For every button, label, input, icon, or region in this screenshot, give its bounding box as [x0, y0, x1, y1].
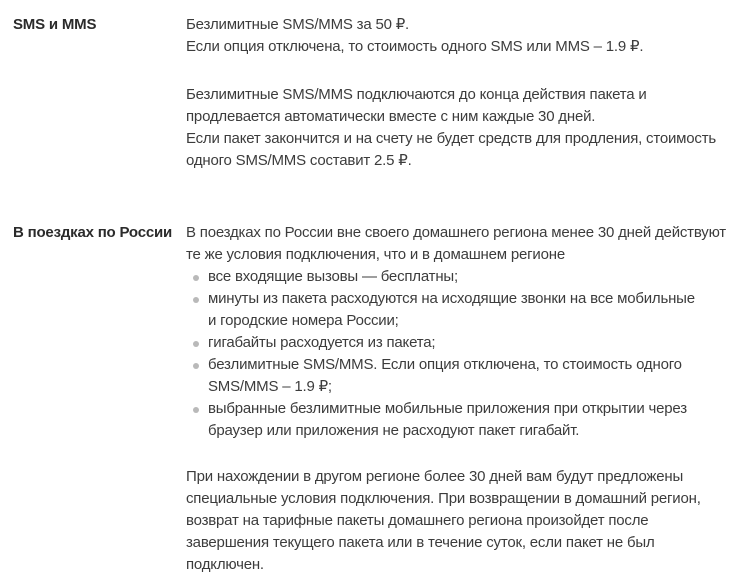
- section-heading-sms-mms: SMS и MMS: [13, 16, 97, 33]
- bullet-dot-icon: [193, 341, 199, 347]
- bullet-dot-icon: [193, 407, 199, 413]
- bullet-dot-icon: [193, 363, 199, 369]
- bullet-text-gigabytes: гигабайты расходуется из пакета;: [208, 334, 436, 351]
- paragraph-sms-renewal: Безлимитные SMS/MMS подключаются до конца действия пакета и продлевается автоматически вместе с ним каждые 30 дней. Если пакет закончится и на счету не будет средств для продления, стоимость одного SMS/MMS составит 2.5 ₽.: [186, 86, 717, 169]
- section-travel-russia: [13, 222, 733, 576]
- bullet-item: [186, 266, 733, 288]
- bullet-text-incoming-calls: все входящие вызовы — бесплатны;: [208, 268, 458, 285]
- section-sms-mms: [13, 14, 733, 172]
- section-content-sms-mms: [186, 14, 733, 172]
- bullet-dot-icon: [193, 275, 199, 281]
- section-heading-travel-russia: В поездках по России: [13, 224, 173, 241]
- bullet-list: [186, 266, 733, 442]
- bullet-item: [186, 398, 733, 442]
- bullet-text-package-minutes: минуты из пакета расходуются на исходящие звонки на все мобильные и городские номера России;: [208, 290, 695, 329]
- bullet-text-unlimited-sms: безлимитные SMS/MMS. Если опция отключена, то стоимость одного SMS/MMS – 1.9 ₽;: [208, 356, 682, 395]
- outro-paragraph: При нахождении в другом регионе более 30 дней вам будут предложены специальные условия подключения. При возвращении в домашний регион, возврат на тарифные пакеты домашнего региона произойдет после завершения текущего пакета или в течение суток, если пакет не был подключен.: [186, 468, 701, 573]
- bullet-item: [186, 354, 733, 398]
- bullet-dot-icon: [193, 297, 199, 303]
- bullet-item: [186, 288, 733, 332]
- intro-paragraph: В поездках по России вне своего домашнего региона менее 30 дней действуют те же условия подключения, что и в домашнем регионе: [186, 224, 726, 263]
- bullet-text-unlimited-apps: выбранные безлимитные мобильные приложения при открытии через браузер или приложения не расходуют пакет гигабайт.: [208, 400, 687, 439]
- bullet-item: [186, 332, 733, 354]
- paragraph-sms-price: Безлимитные SMS/MMS за 50 ₽. Если опция отключена, то стоимость одного SMS или MMS – 1.9 ₽.: [186, 16, 644, 55]
- section-content-travel-russia: [186, 222, 733, 576]
